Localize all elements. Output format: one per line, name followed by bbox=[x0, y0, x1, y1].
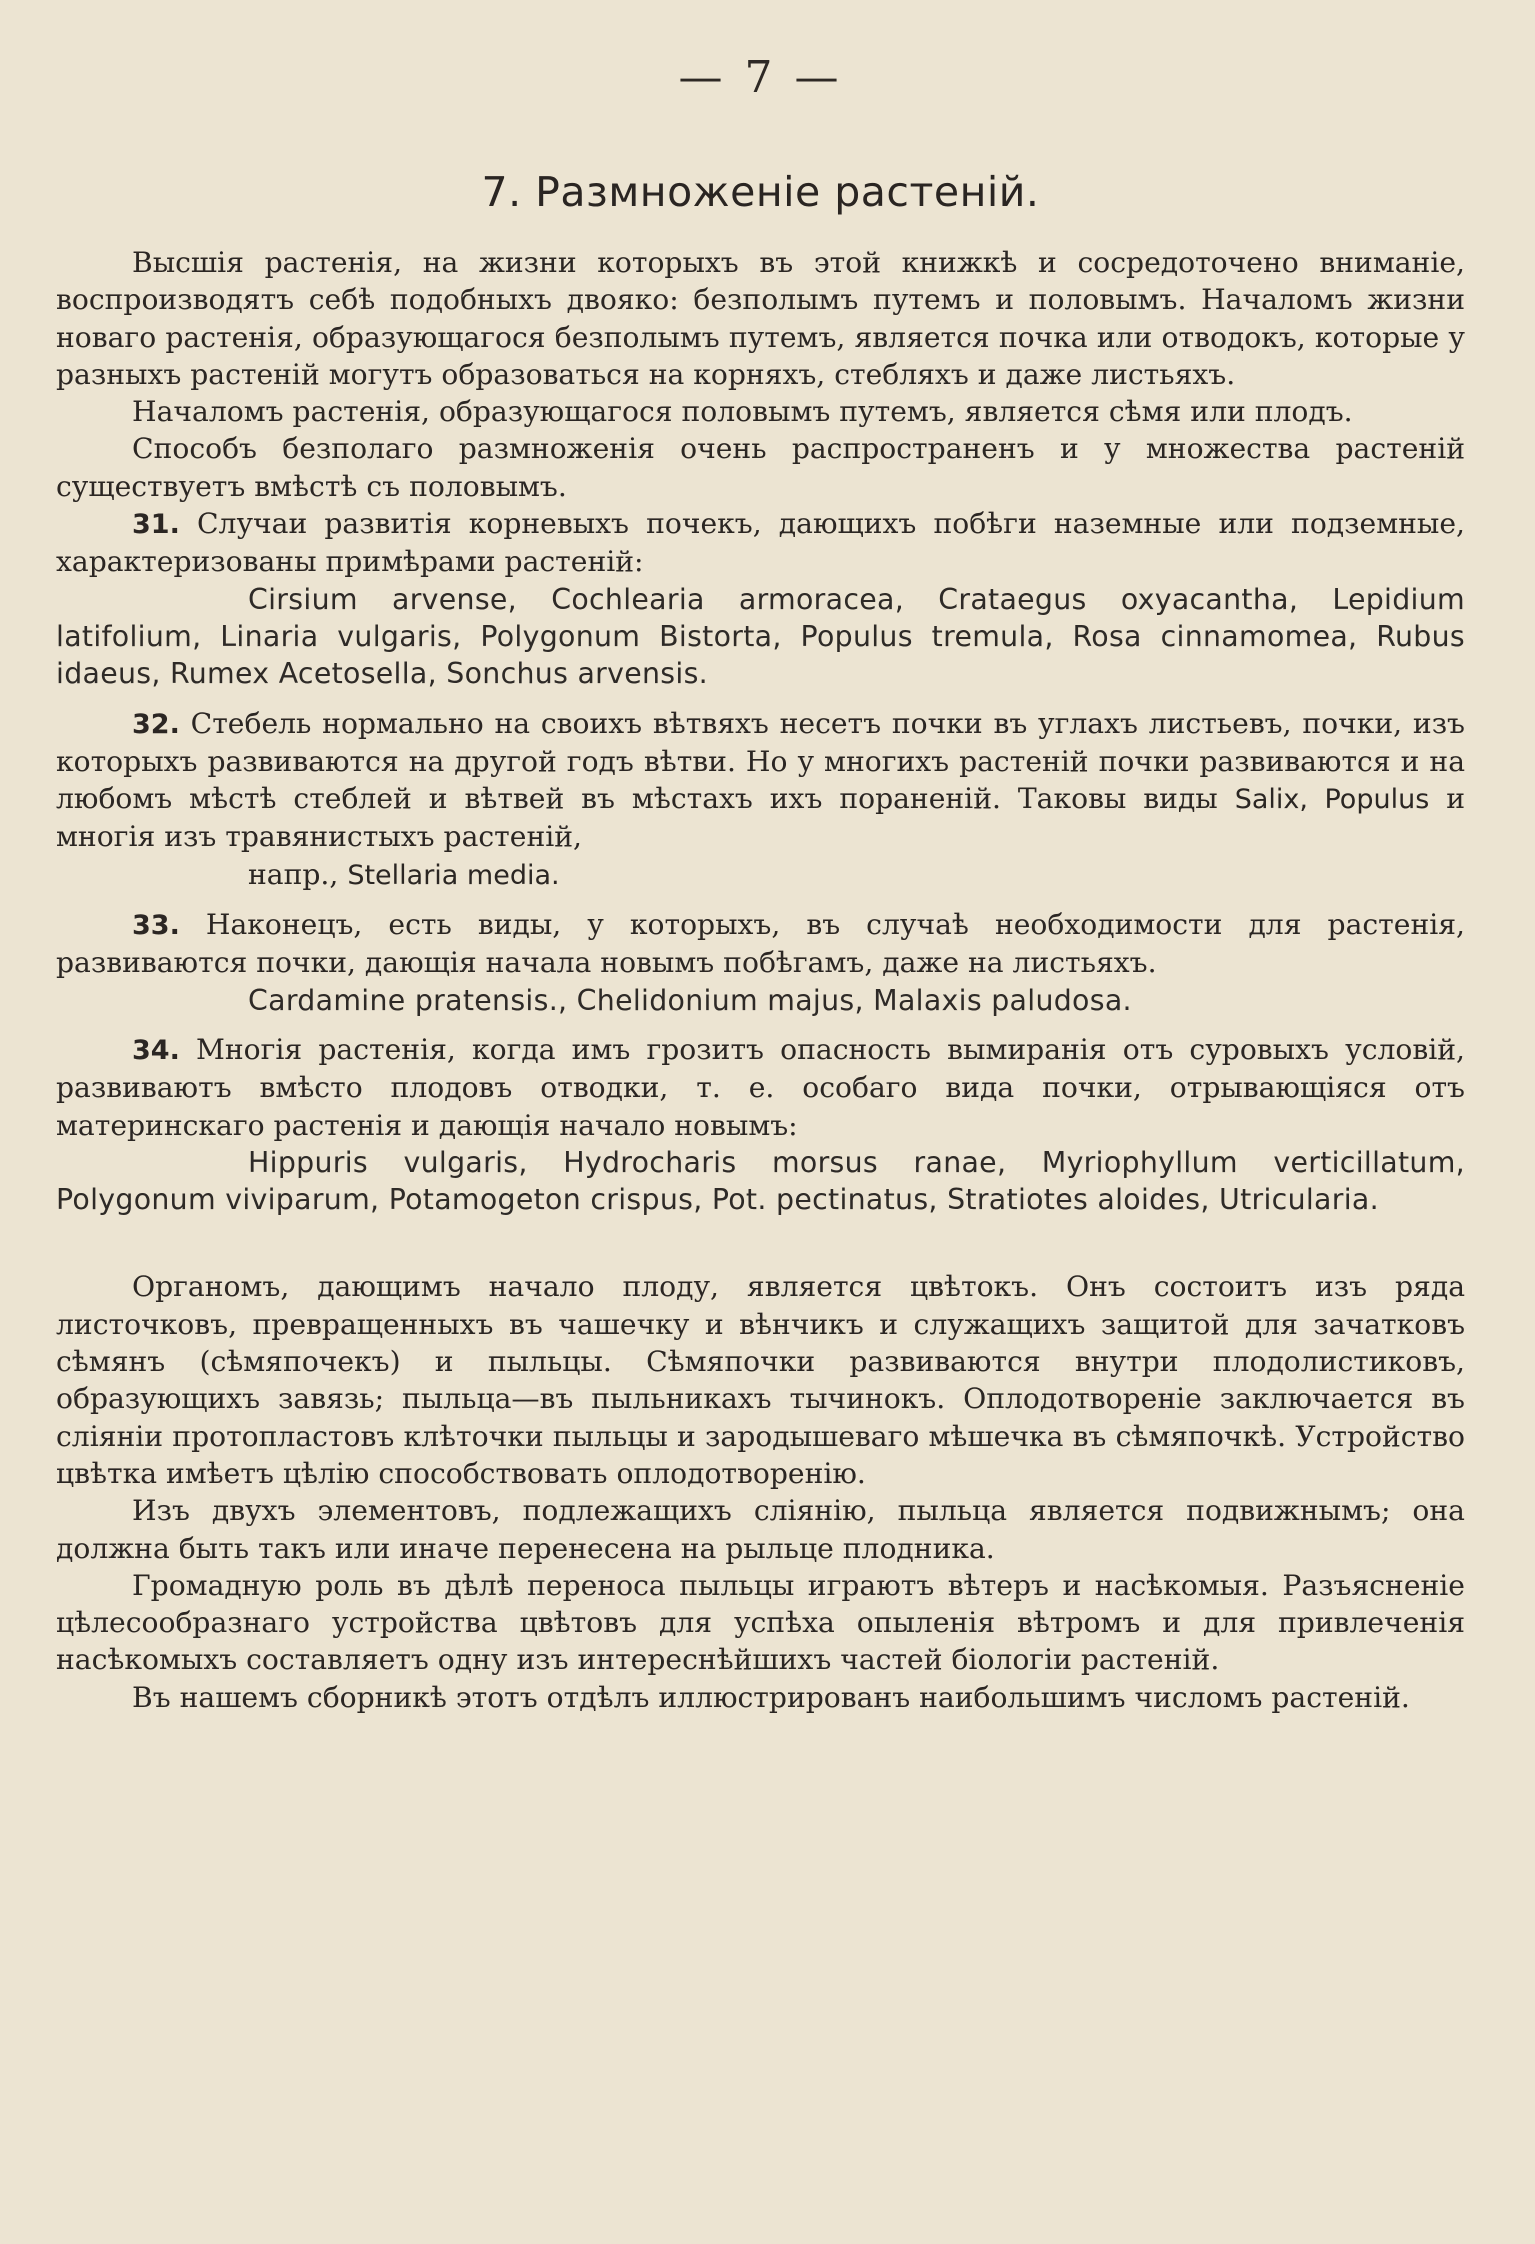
intro-paragraph-1: Высшія растенія, на жизни которыхъ въ этой книжкѣ и сосредоточено вниманіе, воспроизводятъ себѣ подобныхъ двояко: безполымъ путемъ и половымъ. Началомъ жизни новаго растенія, образующагося безполымъ путемъ, является почка или отводокъ, которые у разныхъ растеній могутъ образоваться на корняхъ, стебляхъ и даже листьяхъ. bbox=[56, 246, 1465, 391]
item-34 bbox=[56, 1031, 1465, 1218]
item-32-example-prefix: напр., bbox=[248, 857, 339, 891]
closing-paragraph-3: Громадную роль въ дѣлѣ переноса пыльцы играютъ вѣтеръ и насѣкомыя. Разъясненіе цѣлесообразнаго устройства цвѣтовъ для успѣха опыленія вѣтромъ и для привлеченія насѣкомыхъ составляетъ одну изъ интереснѣйшихъ частей біологіи растеній. bbox=[56, 1568, 1465, 1677]
item-32 bbox=[56, 705, 1465, 894]
item-33 bbox=[56, 906, 1465, 1019]
item-32-latin: Salix, Populus bbox=[1234, 784, 1430, 816]
closing-paragraph-1: Органомъ, дающимъ начало плоду, является цвѣтокъ. Онъ состоитъ изъ ряда листочковъ, превращенныхъ въ чашечку и вѣнчикъ и служащихъ защитой для зачатковъ сѣмянъ (сѣмяпочекъ) и пыльцы. Сѣмяпочки развиваются внутри плодолистиковъ, образующихъ завязь; пыльца—въ пыльникахъ тычинокъ. Оплодотвореніе заключается въ сліяніи протопластовъ клѣточки пыльцы и зародышеваго мѣшечка въ сѣмяпочкѣ. Устройство цвѣтка имѣетъ цѣлію способствовать оплодотворенію. bbox=[56, 1270, 1465, 1490]
item-34-species: Hippuris vulgaris, Hydrocharis morsus ranae, Myriophyllum verticillatum, Polygonum viviparum, Potamogeton crispus, Pot. pectinatus, Stratiotes aloides, Utricularia. bbox=[56, 1145, 1465, 1217]
item-32-example-latin: Stellaria media. bbox=[347, 859, 560, 891]
chapter-title: 7. Размноженіе растеній. bbox=[481, 168, 1040, 216]
item-31-text: Случаи развитія корневыхъ почекъ, дающихъ побѣги наземные или подземные, характеризованы примѣрами растеній: bbox=[56, 507, 1465, 579]
item-32-text-before: Стебель нормально на своихъ вѣтвяхъ несетъ почки въ углахъ листьевъ, почки, изъ которыхъ развиваются на другой годъ вѣтви. Но у многихъ растеній почки развиваются и на любомъ мѣстѣ стеблей и вѣтвей въ мѣстахъ ихъ пораненій. Таковы виды bbox=[56, 706, 1465, 816]
closing-paragraph-4: Въ нашемъ сборникѣ этотъ отдѣлъ иллюстрированъ наибольшимъ числомъ растеній. bbox=[132, 1680, 1410, 1714]
intro-paragraph-3: Способъ безполаго размноженія очень распространенъ и у множества растеній существуетъ вмѣстѣ съ половымъ. bbox=[56, 432, 1465, 503]
item-32-paragraph bbox=[56, 705, 1465, 856]
item-31 bbox=[56, 505, 1465, 692]
item-31-species: Cirsium arvense, Cochlearia armoracea, Crataegus oxyacantha, Lepidium latifolium, Linaria vulgaris, Polygonum Bistorta, Populus tremula, Rosa cinnamomea, Rubus idaeus, Rumex Acetosella, Sonchus arvensis. bbox=[56, 582, 1465, 691]
item-33-species: Cardamine pratensis., Chelidonium majus, Malaxis paludosa. bbox=[248, 983, 1132, 1017]
item-33-number: 33. bbox=[132, 910, 180, 942]
item-31-number: 31. bbox=[132, 509, 180, 541]
item-34-text: Многія растенія, когда имъ грозитъ опасность вымиранія отъ суровыхъ условій, развиваютъ вмѣсто плодовъ отводки, т. е. особаго вида почки, отрывающіяся отъ материнскаго растенія и дающія начало новымъ: bbox=[56, 1032, 1465, 1142]
closing-paragraph-2: Изъ двухъ элементовъ, подлежащихъ сліянію, пыльца является подвижнымъ; она должна быть такъ или иначе перенесена на рыльце плодника. bbox=[56, 1494, 1465, 1565]
intro-section bbox=[56, 244, 1465, 505]
item-32-example bbox=[56, 856, 1465, 894]
item-32-number: 32. bbox=[132, 708, 180, 740]
item-34-paragraph bbox=[56, 1031, 1465, 1144]
item-31-paragraph bbox=[56, 505, 1465, 581]
page-number: — 7 — bbox=[678, 52, 843, 103]
section-gap bbox=[56, 1218, 1465, 1268]
intro-paragraph-2: Началомъ растенія, образующагося половымъ путемъ, является сѣмя или плодъ. bbox=[132, 395, 1353, 429]
closing-section bbox=[56, 1268, 1465, 1716]
item-33-paragraph bbox=[56, 906, 1465, 982]
item-33-text: Наконецъ, есть виды, у которыхъ, въ случаѣ необходимости для растенія, развиваются почки, дающія начала новымъ побѣгамъ, даже на листьяхъ. bbox=[56, 908, 1465, 980]
item-32-text-after: и многія изъ травянистыхъ растеній, bbox=[56, 782, 1465, 854]
item-34-number: 34. bbox=[132, 1034, 180, 1066]
